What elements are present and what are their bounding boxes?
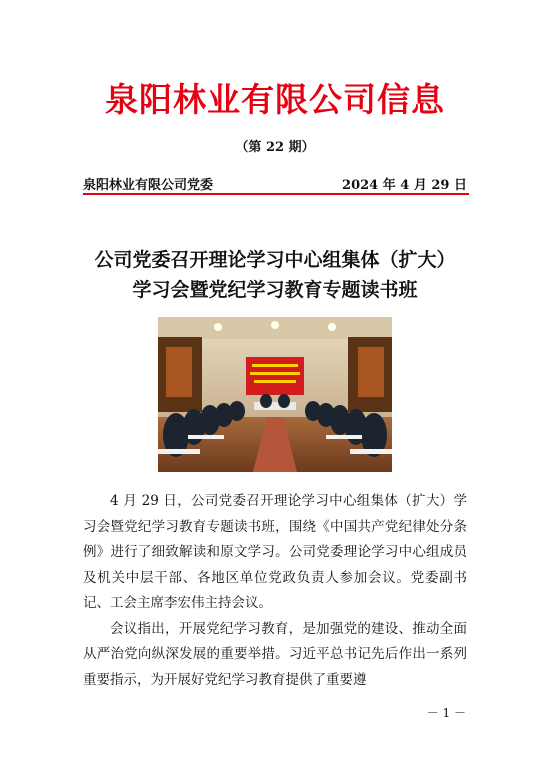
page-number: － 1 －	[426, 706, 466, 720]
headline-line-1: 公司党委召开理论学习中心组集体（扩大）	[94, 249, 456, 271]
head-table	[254, 402, 296, 410]
meeting-photo	[158, 317, 392, 472]
issue-date: 2024 年 4 月 29 日	[342, 178, 467, 193]
red-banner	[246, 357, 304, 395]
left-window	[166, 347, 192, 397]
ceiling-light	[271, 321, 279, 329]
right-window	[358, 347, 384, 397]
article-headline	[60, 245, 490, 305]
red-divider	[83, 193, 469, 195]
meta-row	[83, 174, 467, 193]
masthead-title: 泉阳林业有限公司信息	[105, 80, 445, 119]
ceiling-light	[328, 323, 336, 331]
issuer: 泉阳林业有限公司党委	[83, 178, 214, 193]
article-body	[83, 489, 467, 693]
paragraph-2: 会议指出，开展党纪学习教育，是加强党的建设、推动全面从严治党向纵深发展的重要举措。习近平总书记先后作出一系列重要指示，为开展好党纪学习教育提供了重要遵	[83, 620, 467, 688]
ceiling-light	[214, 323, 222, 331]
paragraph-1: 4 月 29 日，公司党委召开理论学习中心组集体（扩大）学习会暨党纪学习教育专题读书班，围绕《中国共产党纪律处分条例》进行了细致解读和原文学习。公司党委理论学习中心组成员及机关中层干部、各地区单位党政负责人参加会议。党委副书记、工会主席李宏伟主持会议。	[83, 493, 467, 611]
headline-line-2: 学习会暨党纪学习教育专题读书班	[132, 279, 418, 301]
issue-number: （第 22 期）	[235, 140, 315, 155]
